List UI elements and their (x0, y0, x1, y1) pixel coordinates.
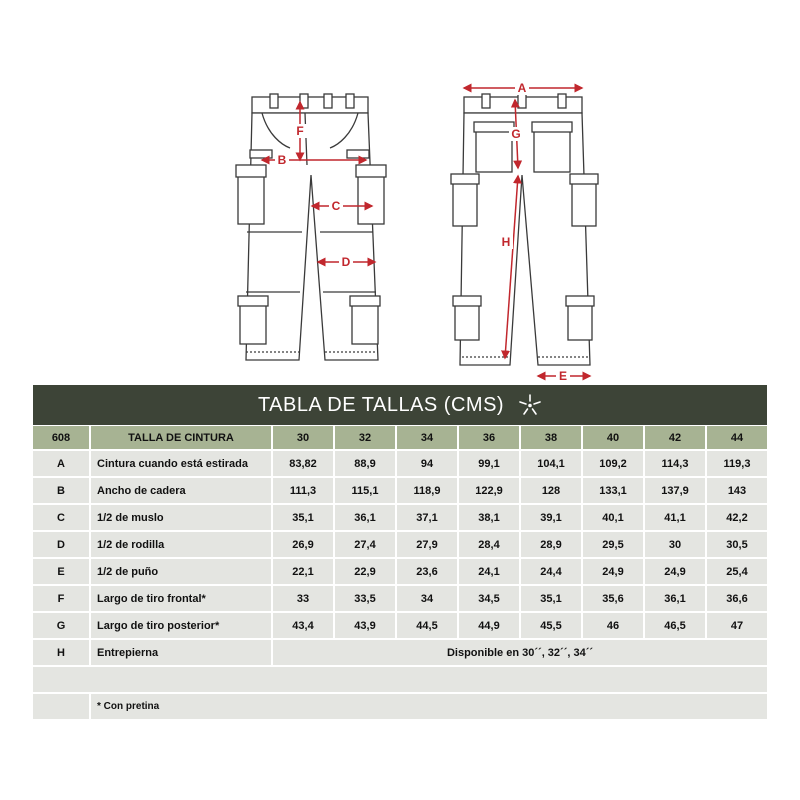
measurement-value: 37,1 (397, 505, 457, 530)
measurement-value: 22,1 (273, 559, 333, 584)
measurement-value: 45,5 (521, 613, 581, 638)
measurement-value: 35,1 (521, 586, 581, 611)
model-number: 608 (33, 426, 89, 449)
measurement-value: 35,1 (273, 505, 333, 530)
row-code: A (33, 451, 89, 476)
belt-loop (270, 94, 278, 108)
back-right-shin-flap (566, 296, 594, 306)
size-header: 38 (521, 426, 581, 449)
measurement-value: 43,4 (273, 613, 333, 638)
footnote: * Con pretina (91, 694, 767, 719)
banner-title: TABLA DE TALLAS (CMS) (257, 393, 505, 416)
back-left-cargo-flap (451, 174, 479, 184)
label-d: D (341, 255, 351, 269)
front-view-trousers (236, 94, 386, 360)
header-label: TALLA DE CINTURA (91, 426, 271, 449)
table-header-row (33, 426, 767, 449)
row-code: E (33, 559, 89, 584)
measurement-value: 38,1 (459, 505, 519, 530)
measurement-value: 28,9 (521, 532, 581, 557)
measurement-value: 44,5 (397, 613, 457, 638)
belt-loop (346, 94, 354, 108)
table-row-note (33, 694, 767, 719)
label-f: F (296, 124, 304, 138)
measurement-value: 30,5 (707, 532, 767, 557)
table-row (33, 478, 767, 503)
measurement-value: 27,9 (397, 532, 457, 557)
measurement-value: 137,9 (645, 478, 705, 503)
front-right-cargo-flap (356, 165, 386, 177)
table-row (33, 532, 767, 557)
empty-cell (33, 694, 89, 719)
measurement-value: 23,6 (397, 559, 457, 584)
measurement-value: 33 (273, 586, 333, 611)
belt-loop (300, 94, 308, 108)
row-label: 1/2 de muslo (91, 505, 271, 530)
row-code: B (33, 478, 89, 503)
row-label: 1/2 de puño (91, 559, 271, 584)
label-e: E (558, 369, 568, 383)
back-right-pocket (534, 128, 570, 172)
back-view-trousers (451, 94, 598, 365)
back-left-shin-flap (453, 296, 481, 306)
measurement-value: 28,4 (459, 532, 519, 557)
row-code: H (33, 640, 89, 665)
front-right-cargo-pocket (358, 170, 384, 224)
measurement-value: 99,1 (459, 451, 519, 476)
measurement-value: 104,1 (521, 451, 581, 476)
back-left-pocket (476, 128, 512, 172)
size-header: 34 (397, 426, 457, 449)
table-row (33, 451, 767, 476)
table-row (33, 505, 767, 530)
back-right-cargo-pocket (572, 178, 596, 226)
measurement-value: 35,6 (583, 586, 643, 611)
size-header: 36 (459, 426, 519, 449)
measurement-value: 24,1 (459, 559, 519, 584)
size-header: 30 (273, 426, 333, 449)
row-code: D (33, 532, 89, 557)
measurement-value: 42,2 (707, 505, 767, 530)
label-g: G (511, 127, 521, 141)
row-code: F (33, 586, 89, 611)
table-row-empty (33, 667, 767, 692)
measurement-value: 46 (583, 613, 643, 638)
front-coin-pocket (250, 150, 272, 158)
measurement-value: 114,3 (645, 451, 705, 476)
measurement-value: 118,9 (397, 478, 457, 503)
measurement-value: 109,2 (583, 451, 643, 476)
row-label: Cintura cuando está estirada (91, 451, 271, 476)
front-coin-pocket (347, 150, 369, 158)
measurement-value: 128 (521, 478, 581, 503)
measurement-value: 88,9 (335, 451, 395, 476)
trousers-diagrams (0, 0, 800, 390)
measurement-value: 33,5 (335, 586, 395, 611)
front-left-shin-flap (238, 296, 268, 306)
belt-loop (558, 94, 566, 108)
size-table (33, 426, 767, 721)
measurement-value: 143 (707, 478, 767, 503)
belt-loop (518, 94, 526, 108)
inseam-availability: Disponible en 30´´, 32´´, 34´´ (273, 640, 767, 665)
measurement-value: 119,3 (707, 451, 767, 476)
row-code: G (33, 613, 89, 638)
row-label: 1/2 de rodilla (91, 532, 271, 557)
measurement-value: 47 (707, 613, 767, 638)
size-header: 42 (645, 426, 705, 449)
measurement-value: 41,1 (645, 505, 705, 530)
size-header: 44 (707, 426, 767, 449)
measurement-value: 44,9 (459, 613, 519, 638)
measurement-value: 30 (645, 532, 705, 557)
table-row-inseam (33, 640, 767, 665)
table-row (33, 613, 767, 638)
measurement-value: 36,6 (707, 586, 767, 611)
measurement-value: 133,1 (583, 478, 643, 503)
measurement-value: 24,9 (645, 559, 705, 584)
measurement-value: 34,5 (459, 586, 519, 611)
row-label: Ancho de cadera (91, 478, 271, 503)
star-icon (518, 393, 542, 417)
front-left-cargo-pocket (238, 170, 264, 224)
measurement-value: 83,82 (273, 451, 333, 476)
measurement-value: 36,1 (645, 586, 705, 611)
measurement-value: 122,9 (459, 478, 519, 503)
row-label: Largo de tiro posterior* (91, 613, 271, 638)
measurement-value: 94 (397, 451, 457, 476)
row-label: Entrepierna (91, 640, 271, 665)
measurement-value: 40,1 (583, 505, 643, 530)
size-chart-banner (33, 385, 767, 425)
label-c: C (331, 199, 341, 213)
table-row (33, 559, 767, 584)
size-header: 40 (583, 426, 643, 449)
measurement-value: 111,3 (273, 478, 333, 503)
front-left-cargo-flap (236, 165, 266, 177)
row-code: C (33, 505, 89, 530)
measurement-value: 29,5 (583, 532, 643, 557)
size-header: 32 (335, 426, 395, 449)
back-left-pocket-flap (474, 122, 514, 132)
measurement-value: 115,1 (335, 478, 395, 503)
measurement-value: 25,4 (707, 559, 767, 584)
back-right-pocket-flap (532, 122, 572, 132)
table-row (33, 586, 767, 611)
measurement-value: 24,4 (521, 559, 581, 584)
front-right-shin-flap (350, 296, 380, 306)
measurement-value: 36,1 (335, 505, 395, 530)
label-a: A (517, 81, 527, 95)
measurement-value: 24,9 (583, 559, 643, 584)
label-b: B (277, 153, 287, 167)
measurement-value: 46,5 (645, 613, 705, 638)
belt-loop (482, 94, 490, 108)
measurement-value: 34 (397, 586, 457, 611)
row-label: Largo de tiro frontal* (91, 586, 271, 611)
label-h: H (501, 235, 511, 249)
measurement-value: 27,4 (335, 532, 395, 557)
measurement-value: 43,9 (335, 613, 395, 638)
measurement-value: 26,9 (273, 532, 333, 557)
back-right-cargo-flap (570, 174, 598, 184)
belt-loop (324, 94, 332, 108)
back-left-cargo-pocket (453, 178, 477, 226)
empty-cell (33, 667, 767, 692)
measurement-value: 39,1 (521, 505, 581, 530)
measurement-value: 22,9 (335, 559, 395, 584)
